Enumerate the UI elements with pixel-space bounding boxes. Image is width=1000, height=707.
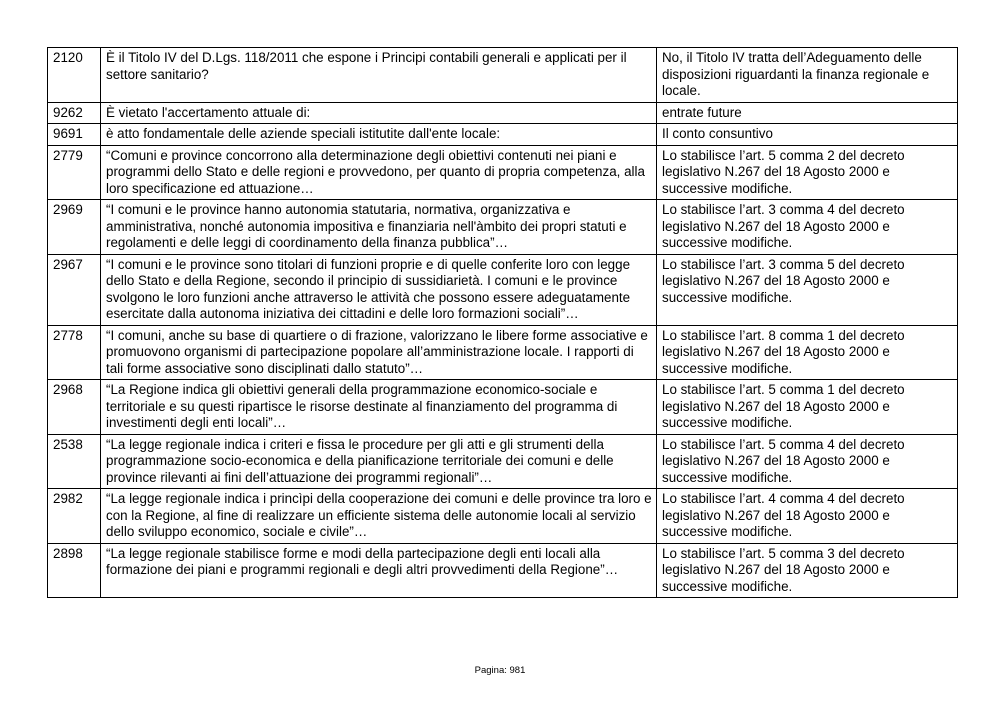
answer-cell: Lo stabilisce l’art. 8 comma 1 del decreto legislativo N.267 del 18 Agosto 2000 e successive modifiche. bbox=[657, 325, 958, 380]
table-row bbox=[48, 489, 958, 544]
question-cell: “Comuni e province concorrono alla determinazione degli obiettivi contenuti nei piani e programmi dello Stato e delle regioni e provvedono, per quanto di propria competenza, alla loro specificazione ed attuazione… bbox=[101, 145, 657, 200]
answer-cell: Lo stabilisce l’art. 5 comma 2 del decreto legislativo N.267 del 18 Agosto 2000 e successive modifiche. bbox=[657, 145, 958, 200]
qa-table-body bbox=[48, 48, 958, 598]
question-id-cell: 9262 bbox=[48, 102, 101, 124]
question-id-cell: 2967 bbox=[48, 254, 101, 325]
table-row bbox=[48, 48, 958, 103]
question-cell: “La Regione indica gli obiettivi generali della programmazione economico-sociale e territoriale e su questi ripartisce le risorse destinate al finanziamento del programma di investimenti degli enti locali”… bbox=[101, 380, 657, 435]
question-cell: “La legge regionale stabilisce forme e modi della partecipazione degli enti locali alla formazione dei piani e programmi regionali e degli altri provvedimenti della Regione”… bbox=[101, 543, 657, 598]
page-number: Pagina: 981 bbox=[474, 665, 526, 676]
question-cell: “I comuni e le province sono titolari di funzioni proprie e di quelle conferite loro con legge dello Stato e della Regione, secondo il principio di sussidiarietà. I comuni e le province svolgono le loro funzioni anche attraverso le attività che possono essere adeguatamente esercitate dalla autonoma iniziativa dei cittadini e delle loro formazioni sociali”… bbox=[101, 254, 657, 325]
table-row bbox=[48, 434, 958, 489]
question-cell: “La legge regionale indica i criteri e fissa le procedure per gli atti e gli strumenti della programmazione socio-economica e della pianificazione territoriale dei comuni e delle province rilevanti ai fini dell’attuazione dei programmi regionali”… bbox=[101, 434, 657, 489]
table-row bbox=[48, 124, 958, 146]
question-id-cell: 2968 bbox=[48, 380, 101, 435]
answer-cell: Lo stabilisce l’art. 5 comma 3 del decreto legislativo N.267 del 18 Agosto 2000 e successive modifiche. bbox=[657, 543, 958, 598]
question-id-cell: 2982 bbox=[48, 489, 101, 544]
table-row bbox=[48, 325, 958, 380]
answer-cell: entrate future bbox=[657, 102, 958, 124]
table-row bbox=[48, 543, 958, 598]
question-cell: È vietato l'accertamento attuale di: bbox=[101, 102, 657, 124]
question-id-cell: 2538 bbox=[48, 434, 101, 489]
question-id-cell: 2779 bbox=[48, 145, 101, 200]
question-id-cell: 9691 bbox=[48, 124, 101, 146]
table-row bbox=[48, 254, 958, 325]
question-cell: “I comuni, anche su base di quartiere o di frazione, valorizzano le libere forme associative e promuovono organismi di partecipazione popolare all’amministrazione locale. I rapporti di tali forme associative sono disciplinati dallo statuto”… bbox=[101, 325, 657, 380]
answer-cell: Il conto consuntivo bbox=[657, 124, 958, 146]
answer-cell: Lo stabilisce l’art. 3 comma 5 del decreto legislativo N.267 del 18 Agosto 2000 e successive modifiche. bbox=[657, 254, 958, 325]
answer-cell: Lo stabilisce l’art. 4 comma 4 del decreto legislativo N.267 del 18 Agosto 2000 e successive modifiche. bbox=[657, 489, 958, 544]
table-row bbox=[48, 200, 958, 255]
question-cell: “I comuni e le province hanno autonomia statutaria, normativa, organizzativa e amministrativa, nonché autonomia impositiva e finanziaria nell'àmbito dei propri statuti e regolamenti e delle leggi di coordinamento della finanza pubblica”… bbox=[101, 200, 657, 255]
answer-cell: No, il Titolo IV tratta dell’Adeguamento delle disposizioni riguardanti la finanza regionale e locale. bbox=[657, 48, 958, 103]
question-cell: “La legge regionale indica i princìpi della cooperazione dei comuni e delle province tra loro e con la Regione, al fine di realizzare un efficiente sistema delle autonomie locali al servizio dello sviluppo economico, sociale e civile”… bbox=[101, 489, 657, 544]
question-id-cell: 2898 bbox=[48, 543, 101, 598]
table-row bbox=[48, 380, 958, 435]
question-id-cell: 2778 bbox=[48, 325, 101, 380]
page-footer bbox=[0, 665, 1000, 677]
table-row bbox=[48, 145, 958, 200]
answer-cell: Lo stabilisce l’art. 5 comma 4 del decreto legislativo N.267 del 18 Agosto 2000 e successive modifiche. bbox=[657, 434, 958, 489]
question-id-cell: 2969 bbox=[48, 200, 101, 255]
answer-cell: Lo stabilisce l’art. 3 comma 4 del decreto legislativo N.267 del 18 Agosto 2000 e successive modifiche. bbox=[657, 200, 958, 255]
question-id-cell: 2120 bbox=[48, 48, 101, 103]
answer-cell: Lo stabilisce l’art. 5 comma 1 del decreto legislativo N.267 del 18 Agosto 2000 e successive modifiche. bbox=[657, 380, 958, 435]
question-cell: È il Titolo IV del D.Lgs. 118/2011 che espone i Principi contabili generali e applicati per il settore sanitario? bbox=[101, 48, 657, 103]
qa-table bbox=[47, 47, 958, 598]
question-cell: è atto fondamentale delle aziende speciali istitutite dall'ente locale: bbox=[101, 124, 657, 146]
table-row bbox=[48, 102, 958, 124]
